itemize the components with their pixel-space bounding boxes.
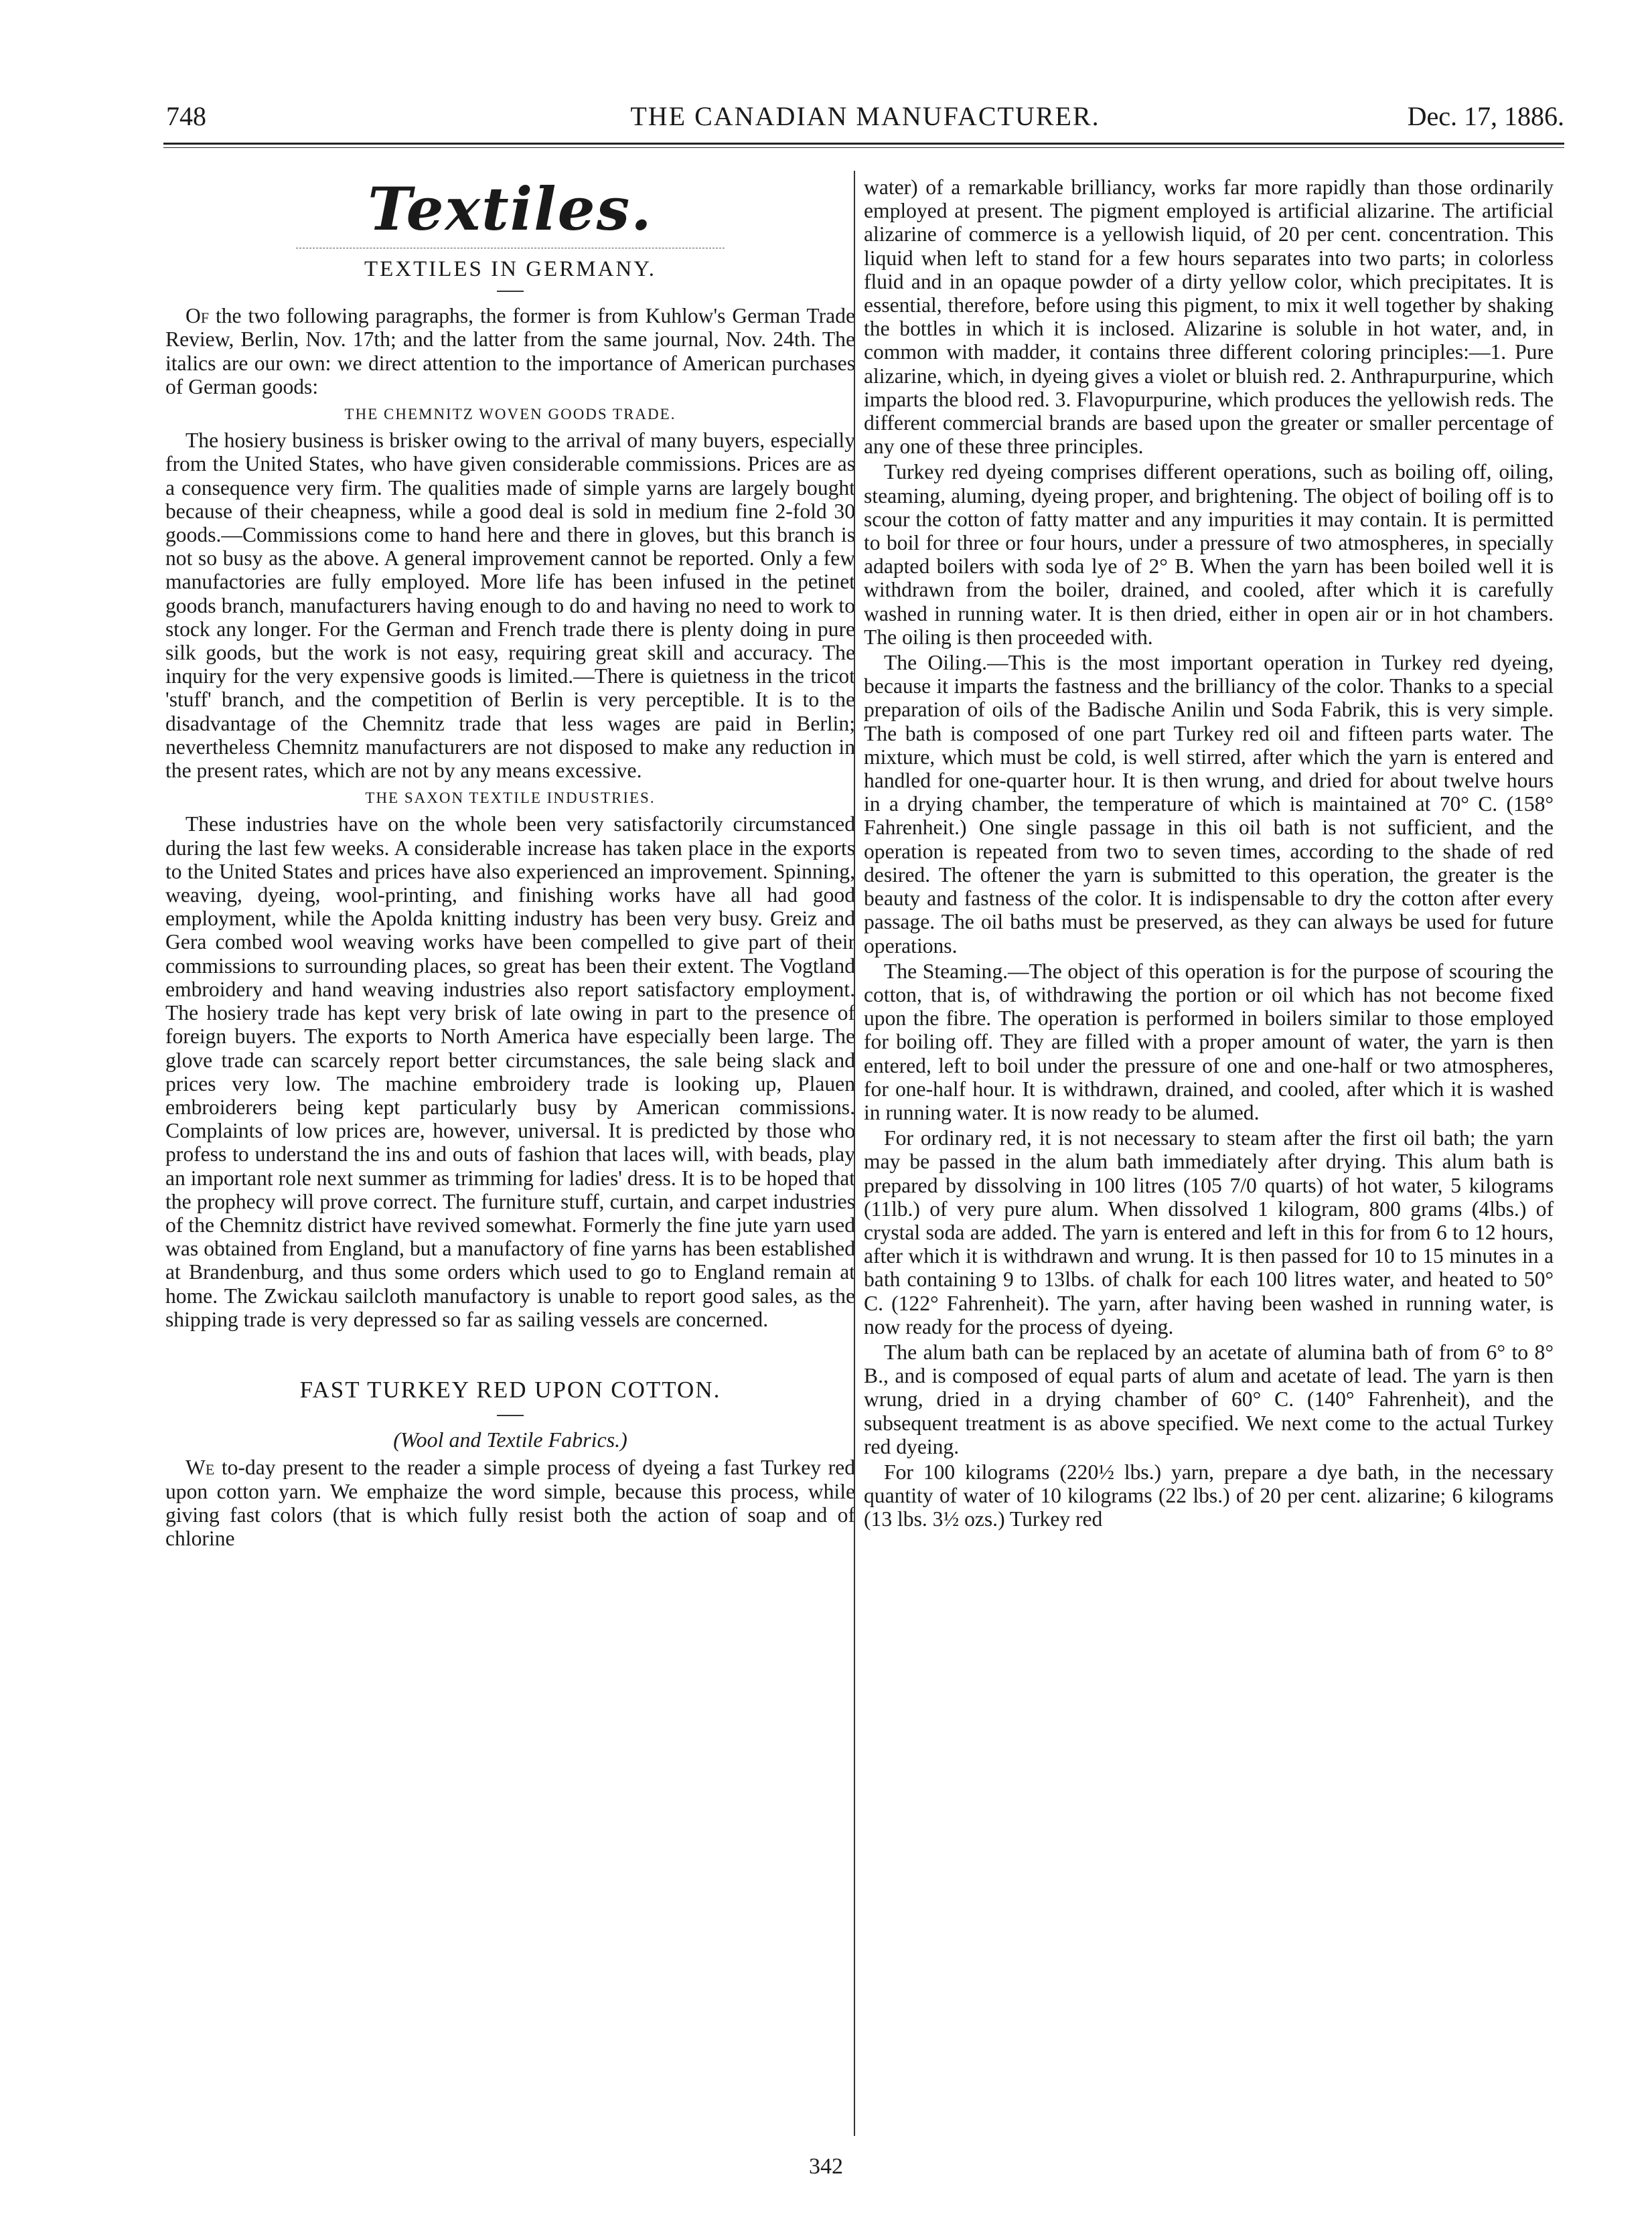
article-source: (Wool and Textile Fabrics.) (393, 1428, 627, 1452)
intro-lead-2: We (185, 1456, 215, 1480)
paragraph-alizarine: water) of a remarkable brilliancy, works far more rapidly than those ordinarily employed at present. The pigment employed is artificial alizarine. The artificial alizarine of commerce is a yellowish liquid, of 20 per cent. concentration. This liquid when left to stand for a few hours separates into two parts; in colorless fluid and in an opaque powder of a dirty yellow color, which precipitates. It is essential, therefore, before using this pigment, to mix it well together by shaking the bottles in which it is inclosed. Alizarine is soluble in hot water, and, in common with madder, it contains three different coloring principles:—1. Pure alizarine, which, in dyeing gives a violet or bluish red. 2. Anthrapurpurine, which imparts the blood red. 3. Flavopurpurine, which produces the yellowish reds. The different commercial brands are based upon the greater or smaller percentage of any one of these three principles. (864, 175, 1554, 459)
page-header (166, 100, 1564, 141)
paragraph-oiling: The Oiling.—This is the most important operation in Turkey red dyeing, because it imparts the fastness and the brilliancy of the color. Thanks to a special preparation of oils of the Badische Anilin und Soda Fabrik, this is very simple. The bath is composed of one part Turkey red oil and fifteen parts water. The mixture, which must be cold, is well stirred, after which the yarn is entered and handled for one-quarter hour. It is then wrung, and dried for about twelve hours in a drying chamber, the temperature of which is maintained at 70° C. (158° Fahrenheit.) One single passage in this oil bath is not sufficient, and the operation is repeated from two to seven times, according to the shade of red desired. The oftener the yarn is submitted to this operation, the greater is the beauty and fastness of the color. It is indispensable to dry the cotton after every passage. The oil baths must be preserved, as they can always be used for future operations. (864, 651, 1554, 958)
journal-title: THE CANADIAN MANUFACTURER. (630, 101, 1100, 131)
intro-text-2: to-day present to the reader a simple process of dyeing a fast Turkey red upon cotton yarn. We emphaize the word simple, because this process, while giving fast colors (that is which fully resist both the action of soap and of chlorine (165, 1456, 855, 1550)
paragraph-saxon: These industries have on the whole been very satisfactorily circumstanced during the last few weeks. A considerable increase has taken place in the exports to the United States and prices have also experienced an improvement. Spinning, weaving, dyeing, wool-printing, and finishing works have all had good employment, while the Apolda knitting industry has been very busy. Greiz and Gera combed wool weaving works have been compelled to give part of their commissions to surrounding places, so great has been their extent. The Vogtland embroidery and hand weaving industries also report satisfactory employment. The hosiery trade has kept very brisk of late owing in part to the presence of foreign buyers. The exports to North America have especially been large. The glove trade can scarcely report better circumstances, the sale being slack and prices very low. The machine embroidery trade is looking up, Plauen embroiderers being kept particularly busy by American commissions. Complaints of low prices are, however, universal. It is predicted by those who profess to understand the ins and outs of fashion that laces will, with beads, play an important role next summer as trimming for ladies' dress. It is to be hoped that the prophecy will prove correct. The furniture stuff, curtain, and carpet industries of the Chemnitz district have revived somewhat. Formerly the fine jute yarn used was obtained from England, but a manufactory of fine yarns has been established at Brandenburg, and thus some orders which used to go to England remain at home. The Zwickau sailcloth manufactory is unable to report good sales, as the shipping trade is very depressed so far as sailing vessels are concerned. (165, 812, 855, 1331)
intro-lead: Of (185, 304, 210, 328)
article2-intro (165, 1456, 855, 1550)
article1-intro (165, 304, 855, 398)
page-folio: 342 (809, 2154, 843, 2179)
article-title-textiles-germany: TEXTILES IN GERMANY. (364, 257, 657, 281)
subheading-saxon: THE SAXON TEXTILE INDUSTRIES. (365, 789, 656, 807)
right-column (864, 175, 1554, 1533)
subheading-chemnitz: THE CHEMNITZ WOVEN GOODS TRADE. (344, 406, 676, 423)
paragraph-steaming: The Steaming.—The object of this operation is for the purpose of scouring the cotton, that is, of withdrawing the portion or oil which has not become fixed upon the fibre. The operation is performed in boilers similar to those employed for boiling off. They are filled with a proper amount of water, the yarn is then entered, left to boil under the pressure of one and one-half or two atmospheres, for one-half hour. It is withdrawn, drained, and cooled, after which it is washed in running water. It is now ready to be alumed. (864, 959, 1554, 1124)
paragraph-chemnitz: The hosiery business is brisker owing to the arrival of many buyers, especially from the United States, who have given considerable commissions. Prices are as a consequence very firm. The qualities made of simple yarns are largely bought because of their cheapness, while a good deal is sold in medium fine 2-fold 30 goods.—Commissions come to hand here and there in gloves, but this branch is not so busy as the above. A general improvement cannot be reported. Only a few manufactories are fully employed. More life has been infused in the petinet goods branch, manufacturers having enough to do and having no need to work to stock any longer. For the German and French trade there is plenty doing in pure silk goods, but the work is not easy, requiring great skill and accuracy. The inquiry for the very expensive goods is limited.—There is quietness in the tricot 'stuff' branch, and the competition of Berlin is very perceptible. It is to the disadvantage of the Chemnitz trade that less wages are paid in Berlin; nevertheless Chemnitz manufacturers are not disposed to make any reduction in the present rates, which are not by any means excessive. (165, 429, 855, 783)
section-heading: Textiles. (368, 174, 653, 244)
paragraph-dye-bath: For 100 kilograms (220½ lbs.) yarn, prepare a dye bath, in the necessary quantity of water of 10 kilograms (22 lbs.) of 20 per cent. alizarine; 6 kilograms (13 lbs. 3½ ozs.) Turkey red (864, 1460, 1554, 1531)
issue-date: Dec. 17, 1886. (1407, 101, 1564, 131)
paragraph-acetate: The alum bath can be replaced by an acetate of alumina bath of from 6° to 8° B., and is composed of equal parts of alum and acetate of lead. The yarn is then wrung, dried in a drying chamber of 60° C. (140° Fahrenheit), and the subsequent treatment is as above specified. We next come to the actual Turkey red dyeing. (864, 1340, 1554, 1458)
paragraph-operations: Turkey red dyeing comprises different operations, such as boiling off, oiling, steaming, aluming, dyeing proper, and brightening. The object of boiling off is to scour the cotton of fatty matter and any impurities it may contain. It is permitted to boil for three or four hours, under a pressure of two atmospheres, in specially adapted boilers with soda lye of 2° B. When the yarn has been boiled well it is withdrawn from the boiler, drained, and cooled, after which it is carefully washed in running water. It is then dried, either in open air or in hot chambers. The oiling is then proceeded with. (864, 460, 1554, 649)
title-dash (497, 291, 524, 292)
paragraph-alum-bath: For ordinary red, it is not necessary to steam after the first oil bath; the yarn may be passed in the alum bath immediately after drying. This alum bath is prepared by dissolving in 100 litres (105 7/0 quarts) of hot water, 5 kilograms (11lb.) of very pure alum. When dissolved 1 kilogram, 800 grams (4lbs.) of crystal soda are added. The yarn is entered and left in this for from 6 to 12 hours, after which it is withdrawn and wrung. It is then passed for 10 to 15 minutes in a bath containing 9 to 13lbs. of chalk for each 100 litres water, and heated to 50° C. (122° Fahrenheit). The yarn, after having been washed in running water, is now ready for the process of dyeing. (864, 1126, 1554, 1338)
article-title-turkey-red: FAST TURKEY RED UPON COTTON. (299, 1376, 721, 1403)
page-number: 748 (166, 101, 206, 131)
left-column (165, 161, 855, 1552)
intro-text: the two following paragraphs, the former is from Kuhlow's German Trade Review, Berlin, Nov. 17th; and the latter from the same journal, Nov. 24th. The italics are our own: we direct attention to the importance of American purchases of German goods: (165, 304, 855, 398)
title-dash-2 (497, 1415, 524, 1416)
column-divider (854, 171, 855, 2136)
header-rule (163, 143, 1564, 148)
